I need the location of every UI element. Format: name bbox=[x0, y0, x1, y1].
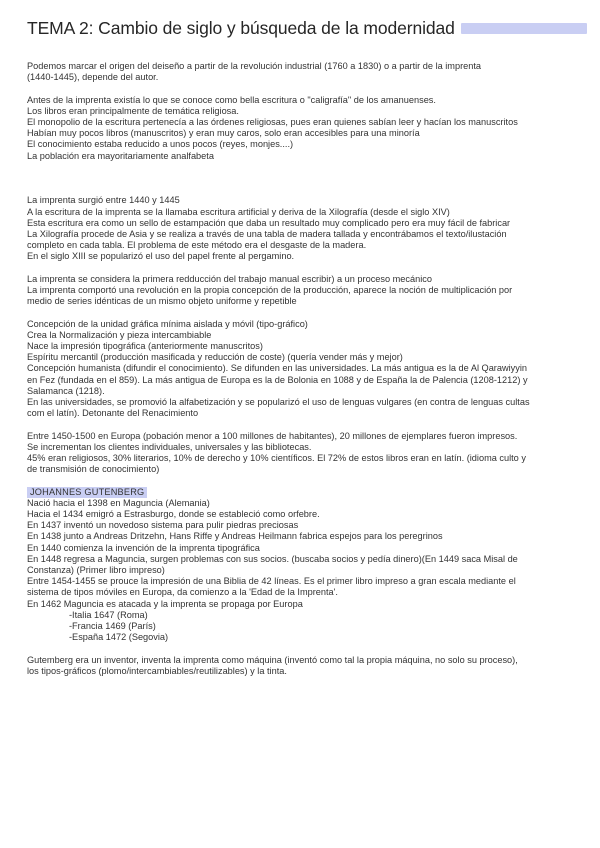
text-line: En 1437 inventó un novedoso sistema para pulir piedras preciosas bbox=[27, 520, 299, 531]
gutenberg-heading: JOHANNES GUTENBERG bbox=[27, 487, 147, 498]
paragraph-inventor bbox=[27, 655, 575, 677]
text-line: 45% eran religiosos, 30% literarios, 10% de derecho y 10% científicos. El 72% de estos libros eran en latín. (idioma culto y bbox=[27, 453, 526, 464]
paragraph-mechanization bbox=[27, 274, 575, 308]
text-line: La Xilografía procede de Asia y se realiza a través de una tabla de madera tallada y encontrábamos el texto/ilustación bbox=[27, 229, 507, 239]
text-line: Salamanca (1218). bbox=[27, 385, 105, 396]
section-gutenberg bbox=[27, 487, 575, 644]
text-line: Nació hacia el 1398 en Maguncia (Alemania) bbox=[27, 497, 210, 508]
text-line: Esta escritura era como un sello de estampación que daba un resultado muy complicado pero era muy fácil de fabricar bbox=[27, 217, 511, 228]
text-line: Podemos marcar el origen del deiseño a partir de la revolución industrial (1760 a 1830) o a partir de la imprenta bbox=[27, 61, 482, 71]
text-line: Se incrementan los clientes individuales, universales y las bibliotecas. bbox=[27, 441, 312, 452]
text-line: El monopolio de la escritura pertenecía a las órdenes religiosas, pues eran quienes sabían leer y hacían los manuscritos bbox=[27, 117, 518, 127]
text-line: Hacia el 1434 emigró a Estrasburgo, donde se estableció como orfebre. bbox=[27, 509, 320, 520]
text-line: Concepción humanista (difundir el conocimiento). Se difunden en las universidades. La más antigua es la de Al Qarawiyyin bbox=[27, 363, 527, 374]
text-line: Concepción de la unidad gráfica mínima aislada y móvil (tipo-gráfico) bbox=[27, 318, 308, 329]
text-line: En el siglo XIII se popularizó el uso del papel frente al pergamino. bbox=[27, 251, 295, 262]
title-row bbox=[27, 16, 587, 40]
text-line: En 1440 comienza la invención de la imprenta tipográfica bbox=[27, 542, 260, 553]
text-line: Entre 1454-1455 se prouce la impresión de una Biblia de 42 líneas. Es el primer libro impreso a gran escala mediante el bbox=[27, 576, 516, 587]
indented-line: -Francia 1469 (París) bbox=[69, 621, 156, 632]
text-line: La imprenta comportó una revolución en la propia concepción de la producción, aparece la noción de multiplicación por bbox=[27, 285, 513, 295]
text-line: completo en cada tabla. El problema de este método era el desgaste de la madera. bbox=[27, 240, 367, 251]
text-line: En 1438 junto a Andreas Dritzehn, Hans Riffe y Andreas Heilmann fabrica espejos para los peregrinos bbox=[27, 531, 443, 542]
text-line: Nace la impresión tipográfica (anteriormente manuscritos) bbox=[27, 341, 263, 351]
text-line: Entre 1450-1500 en Europa (pobación menor a 100 millones de habitantes), 20 millones de ejemplares fueron impresos. bbox=[27, 430, 518, 441]
text-line: La población era mayoritariamente analfabeta bbox=[27, 150, 214, 161]
text-line: El conocimiento estaba reducido a unos pocos (reyes, monjes....) bbox=[27, 139, 294, 150]
text-line: Constanza) (Primer libro impreso) bbox=[27, 565, 165, 576]
text-line: de transmisión de conocimiento) bbox=[27, 464, 160, 475]
text-line: sistema de tipos móviles en Europa, da comienzo a la 'Edad de la Imprenta'. bbox=[27, 587, 338, 598]
paragraph-concepts bbox=[27, 319, 575, 420]
text-line: Los libros eran principalmente de temática religiosa. bbox=[27, 105, 239, 116]
text-line: com el latín). Detonante del Renacimiento bbox=[27, 408, 199, 419]
text-line: Gutemberg era un inventor, inventa la imprenta como máquina (inventó como tal la propia máquina, no solo su proceso), bbox=[27, 654, 518, 665]
indented-line: -Italia 1647 (Roma) bbox=[69, 609, 148, 620]
indented-line: -España 1472 (Segovia) bbox=[69, 632, 169, 643]
text-line: En 1462 Maguncia es atacada y la imprenta se propaga por Europa bbox=[27, 598, 303, 609]
document-body bbox=[27, 61, 575, 677]
text-line: en Fez (fundada en el 859). La más antigua de Europa es la de Bolonia en 1088 y de España la de Palencia (1208-1212) y bbox=[27, 374, 528, 385]
page-title: TEMA 2: Cambio de siglo y búsqueda de la modernidad bbox=[27, 17, 455, 38]
text-line: Crea la Normalización y pieza intercambiable bbox=[27, 329, 212, 340]
text-line: Espíritu mercantil (producción masificada y reducción de coste) (quería vender más y mejor) bbox=[27, 352, 403, 363]
text-line: los tipos-gráficos (plomo/intercambiables/reutilizables) y la tinta. bbox=[27, 665, 287, 676]
text-line: La imprenta se considera la primera redducción del trabajo manual escribir) a un proceso mecánico bbox=[27, 273, 432, 284]
text-line: medio de series idénticas de un mismo objeto uniforme y repetible bbox=[27, 296, 297, 307]
text-line: En 1448 regresa a Maguncia, surgen problemas con sus socios. (buscaba socios y pedía dinero)(En 1449 saca Misal de bbox=[27, 553, 518, 564]
text-line: La imprenta surgió entre 1440 y 1445 bbox=[27, 195, 180, 206]
paragraph-before-press bbox=[27, 95, 575, 162]
paragraph-origin bbox=[27, 61, 575, 83]
paragraph-press-origin bbox=[27, 195, 575, 262]
paragraph-statistics bbox=[27, 431, 575, 476]
title-highlight-bar bbox=[461, 23, 587, 34]
text-line: A la escritura de la imprenta se la llamaba escritura artificial y deriva de la Xilografía (desde el siglo XIV) bbox=[27, 206, 450, 217]
text-line: Habían muy pocos libros (manuscritos) y eran muy caros, solo eran accesibles para una minoría bbox=[27, 128, 420, 139]
text-line: Antes de la imprenta existía lo que se conoce como bella escritura o "caligrafía" de los amanuenses. bbox=[27, 94, 436, 105]
text-line: (1440-1445), depende del autor. bbox=[27, 72, 159, 83]
text-line: En las universidades, se promovió la alfabetización y se popularizó el uso de lenguas vulgares (en contra de lenguas cultas bbox=[27, 397, 530, 408]
